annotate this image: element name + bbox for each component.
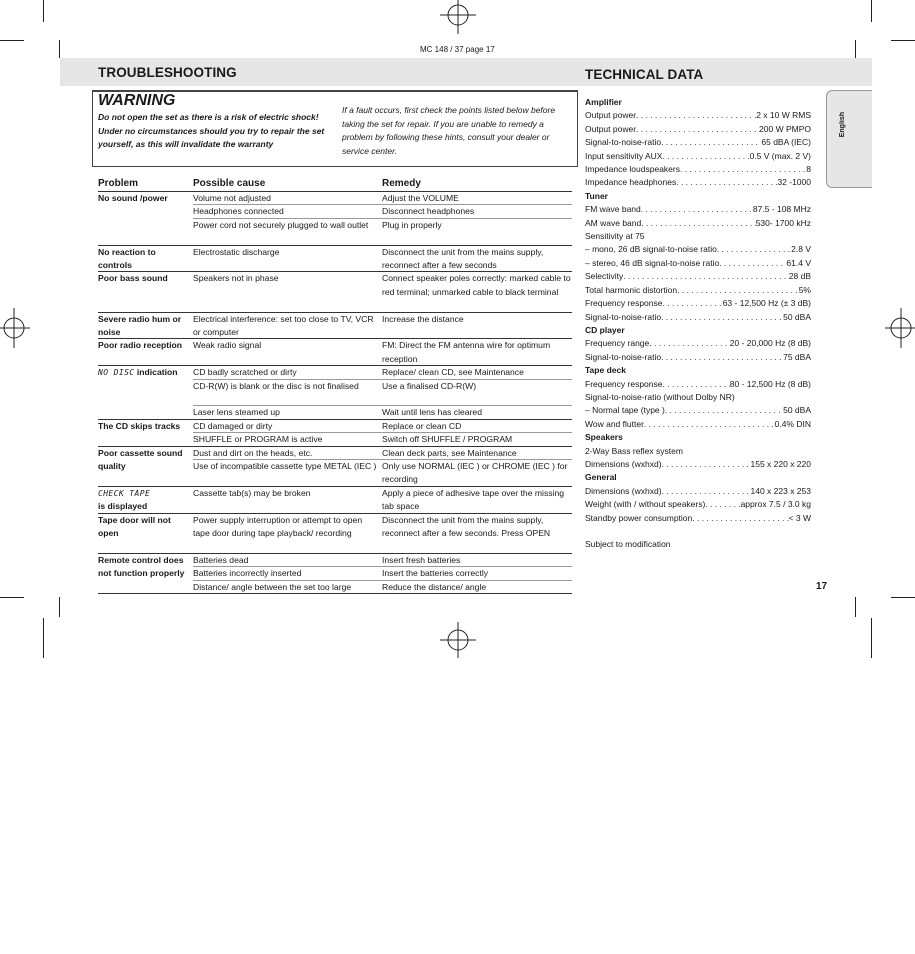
crop-mark: [891, 597, 915, 598]
troubleshooting-title: TROUBLESHOOTING: [98, 65, 237, 80]
cause-cell: Batteries incorrectly inserted: [193, 568, 302, 579]
dot-leader: [692, 512, 788, 525]
crop-mark: [0, 40, 24, 41]
cause-cell: Dust and dirt on the heads, etc.: [193, 447, 313, 458]
dot-leader: [641, 203, 753, 216]
spec-label: Weight (with / without speakers): [585, 499, 706, 510]
cause-cell: Weak radio signal: [193, 340, 262, 351]
spec-value: 80 - 12,500 Hz (8 dB): [729, 378, 811, 389]
dot-leader: [641, 217, 755, 230]
cause-cell: Distance/ angle between the set too large: [193, 581, 352, 592]
print-slug: MC 148 / 37 page 17: [420, 45, 495, 54]
troubleshooting-intro: If a fault occurs, first check the points listed below before taking the set for repair. If you are unable to remedy a problem by following these hints, consult your dealer or service center.: [342, 105, 556, 156]
spec-value: 2.8 V: [791, 244, 811, 255]
spec-value: 200 W PMPO: [759, 123, 811, 134]
spec-row: [585, 498, 811, 511]
crop-mark: [59, 40, 60, 58]
spec-value: 140 x 223 x 253: [750, 485, 811, 496]
spec-label: – stereo, 46 dB signal-to-noise ratio: [585, 257, 720, 268]
crop-mark: [43, 618, 44, 658]
spec-value: 65 dBA (IEC): [761, 137, 811, 148]
spec-row: [585, 311, 811, 324]
remedy-cell: Adjust the VOLUME: [382, 193, 459, 203]
spec-row: [585, 485, 811, 498]
crop-mark: [855, 40, 856, 58]
spec-section-heading: Tuner: [585, 190, 608, 201]
cause-cell: Cassette tab(s) may be broken: [193, 487, 311, 498]
spec-label: Total harmonic distortion: [585, 284, 678, 295]
spec-label: Frequency range: [585, 338, 650, 349]
spec-label: AM wave band: [585, 217, 642, 228]
problem-text: is displayed: [98, 501, 148, 512]
spec-label: Selectivity: [585, 271, 624, 282]
spec-section-heading: Amplifier: [585, 97, 622, 107]
remedy-cell: Switch off SHUFFLE / PROGRAM: [382, 434, 513, 445]
problem-column-header: Problem: [98, 178, 139, 189]
crop-mark: [871, 0, 872, 22]
spec-label: Signal-to-noise-ratio: [585, 351, 662, 362]
crop-mark: [43, 0, 44, 22]
dot-leader: [662, 485, 751, 498]
remedy-cell: Use a finalised CD-R(W): [382, 380, 477, 391]
spec-value: 87.5 - 108 MHz: [752, 204, 811, 215]
spec-row: [585, 217, 811, 230]
warning-text: Do not open the set as there is a risk of electric shock! Under no circumstances should you try to repair the set yourself, as this will invalidate the warranty: [98, 112, 325, 149]
spec-row: [585, 512, 811, 525]
spec-section-heading: Tape deck: [585, 365, 626, 376]
spec-label: Signal-to-noise-ratio: [585, 311, 662, 322]
spec-value: 2 x 10 W RMS: [756, 110, 811, 121]
dot-leader: [661, 136, 761, 149]
language-tab: [826, 90, 872, 188]
dot-leader: [719, 257, 786, 270]
problem-cell: Poor bass sound: [98, 273, 168, 284]
cause-cell: Power cord not securely plugged to wall outlet: [193, 219, 369, 230]
remedy-cell: Plug in properly: [382, 219, 442, 230]
spec-value: 50 dBA: [783, 311, 811, 322]
dot-leader: [649, 337, 729, 350]
spec-section-heading: CD player: [585, 324, 625, 335]
spec-row: [585, 458, 811, 471]
dot-leader: [705, 498, 740, 511]
spec-row: [585, 176, 811, 189]
problem-cell: Severe radio hum or noise: [98, 313, 182, 337]
dot-leader: [661, 311, 783, 324]
cause-cell: Speakers not in phase: [193, 273, 279, 284]
spec-section-heading: General: [585, 472, 617, 483]
spec-row: [585, 378, 811, 391]
spec-label: – Normal tape (type ): [585, 405, 665, 416]
spec-label: Frequency response: [585, 378, 663, 389]
problem-cell: Remote control does not function properly: [98, 554, 185, 579]
problem-cell: The CD skips tracks: [98, 420, 181, 431]
spec-row: [585, 257, 811, 270]
spec-value: 8: [806, 164, 811, 175]
warning-title: WARNING: [98, 92, 176, 109]
technical-data-title: TECHNICAL DATA: [585, 67, 704, 82]
dot-leader: [662, 150, 749, 163]
spec-value: 5%: [798, 284, 811, 295]
remedy-cell: Apply a piece of adhesive tape over the missing tab space: [382, 487, 565, 512]
lcd-display-text: NO DISC: [98, 368, 135, 378]
remedy-cell: Only use NORMAL (IEC ) or CHROME (IEC ) for recording: [382, 461, 568, 485]
spec-label: Input sensitivity AUX: [585, 150, 663, 161]
dot-leader: [677, 284, 799, 297]
spec-label: Standby power consumption: [585, 512, 693, 523]
remedy-cell: Connect speaker poles correctly: marked cable to red terminal; unmarked cable to black terminal: [382, 273, 571, 297]
problem-cell: Poor radio reception: [98, 340, 183, 351]
spec-value: < 3 W: [788, 512, 811, 523]
spec-value: 75 dBA: [783, 351, 811, 362]
cause-cell: CD badly scratched or dirty: [193, 367, 297, 378]
cause-cell: Electrostatic discharge: [193, 246, 280, 257]
spec-row: [585, 270, 811, 283]
cause-cell: Headphones connected: [193, 206, 284, 217]
spec-label: Output power: [585, 110, 637, 121]
dot-leader: [665, 404, 783, 417]
remedy-column-header: Remedy: [382, 178, 421, 189]
problem-cell: Tape door will not open: [98, 514, 171, 538]
spec-value: 50 dBA: [783, 405, 811, 416]
page-number: 17: [816, 581, 828, 592]
dot-leader: [663, 297, 723, 310]
remedy-cell: Disconnect the unit from the mains supply, reconnect after a few seconds. Press OPEN: [382, 514, 551, 538]
dot-leader: [680, 163, 806, 176]
spec-row: [585, 150, 811, 163]
remedy-cell: Replace/ clean CD, see Maintenance: [382, 367, 524, 378]
problem-cell: No reaction to controls: [98, 246, 156, 270]
registration-mark-icon: [0, 308, 30, 348]
spec-label: Signal-to-noise-ratio: [585, 137, 662, 148]
remedy-cell: Disconnect headphones: [382, 206, 475, 217]
crop-mark: [855, 597, 856, 617]
spec-label: FM wave band: [585, 204, 641, 215]
remedy-cell: Insert fresh batteries: [382, 554, 461, 565]
cause-cell: Use of incompatible cassette type METAL (IEC ): [193, 461, 377, 471]
cause-cell: CD-R(W) is blank or the disc is not finalised: [193, 380, 359, 391]
registration-mark-icon: [883, 308, 915, 348]
spec-row: [585, 418, 811, 431]
registration-mark-icon: [440, 622, 476, 658]
dot-leader: [623, 270, 789, 283]
cause-cell: Power supply interruption or attempt to open tape door during tape playback/ recording: [193, 514, 363, 538]
problem-cell: Poor cassette sound quality: [98, 447, 183, 471]
spec-value: 0.5 V (max. 2 V): [749, 150, 811, 161]
spec-value: 32 -1000: [777, 177, 811, 188]
spec-row: [585, 337, 811, 350]
lcd-display-text: CHECK TAPE: [98, 488, 151, 498]
remedy-cell: Clean deck parts, see Maintenance: [382, 447, 517, 458]
dot-leader: [644, 418, 775, 431]
spec-row: [585, 123, 811, 136]
dot-leader: [661, 351, 783, 364]
language-tab-label: English: [839, 112, 846, 138]
spec-row: [585, 284, 811, 297]
group-divider: [98, 593, 572, 594]
spec-row: [585, 404, 811, 417]
remedy-cell: Reduce the distance/ angle: [382, 581, 487, 592]
spec-label: Impedance loudspeakers: [585, 164, 680, 175]
spec-text: Signal-to-noise-ratio (without Dolby NR): [585, 391, 735, 402]
cause-cell: Volume not adjusted: [193, 193, 271, 203]
dot-leader: [676, 176, 777, 189]
spec-text: 2-Way Bass reflex system: [585, 445, 683, 456]
crop-mark: [0, 597, 24, 598]
crop-mark: [891, 40, 915, 41]
spec-value: 20 - 20,000 Hz (8 dB): [729, 338, 811, 349]
spec-row: [585, 136, 811, 149]
spec-section-heading: Speakers: [585, 432, 623, 443]
cause-cell: SHUFFLE or PROGRAM is active: [193, 434, 323, 445]
spec-value: 0.4% DIN: [774, 418, 811, 429]
cause-cell: Electrical interference: set too close to TV, VCR or computer: [193, 313, 374, 337]
technical-data-list: [585, 96, 811, 552]
dot-leader: [636, 109, 756, 122]
spec-label: Dimensions (wxhxd): [585, 458, 662, 469]
spec-label: Output power: [585, 123, 637, 134]
cause-column-header: Possible cause: [193, 178, 266, 189]
spec-row: [585, 203, 811, 216]
spec-text: Sensitivity at 75: [585, 231, 645, 242]
spec-row: [585, 297, 811, 310]
dot-leader: [717, 243, 791, 256]
spec-label: Frequency response: [585, 298, 663, 309]
dot-leader: [663, 378, 730, 391]
spec-value: 61.4 V: [786, 257, 811, 268]
remedy-cell: Increase the distance: [382, 313, 464, 324]
spec-label: – mono, 26 dB signal-to-noise ratio: [585, 244, 717, 255]
cause-cell: Laser lens steamed up: [193, 407, 280, 418]
remedy-cell: Wait until lens has cleared: [382, 407, 482, 418]
cause-cell: Batteries dead: [193, 554, 249, 565]
remedy-cell: Disconnect the unit from the mains supply, reconnect after a few seconds: [382, 246, 544, 270]
crop-mark: [59, 597, 60, 617]
remedy-cell: FM: Direct the FM antenna wire for optimum reception: [382, 340, 551, 364]
dot-leader: [636, 123, 759, 136]
spacer: [585, 525, 811, 538]
problem-text: indication: [136, 367, 178, 378]
registration-mark-icon: [440, 0, 476, 36]
spec-value: 28 dB: [788, 271, 811, 282]
spec-row: [585, 351, 811, 364]
cause-cell: CD damaged or dirty: [193, 420, 273, 431]
problem-cell: [98, 487, 190, 514]
spec-text: Subject to modification: [585, 539, 671, 550]
spec-value: 63 - 12,500 Hz (± 3 dB): [722, 298, 811, 309]
spec-label: Impedance headphones: [585, 177, 677, 188]
spec-row: [585, 243, 811, 256]
problem-cell: No sound /power: [98, 193, 168, 203]
spec-value: 530- 1700 kHz: [755, 217, 811, 228]
spec-row: [585, 163, 811, 176]
spec-row: [585, 109, 811, 122]
remedy-cell: Replace or clean CD: [382, 420, 462, 431]
spec-label: Wow and flutter: [585, 418, 644, 429]
crop-mark: [871, 618, 872, 658]
spec-label: Dimensions (wxhxd): [585, 485, 662, 496]
remedy-cell: Insert the batteries correctly: [382, 568, 489, 579]
problem-cell: [98, 366, 190, 379]
dot-leader: [662, 458, 751, 471]
spec-value: approx 7.5 / 3.0 kg: [740, 499, 811, 510]
spec-value: 155 x 220 x 220: [750, 458, 811, 469]
